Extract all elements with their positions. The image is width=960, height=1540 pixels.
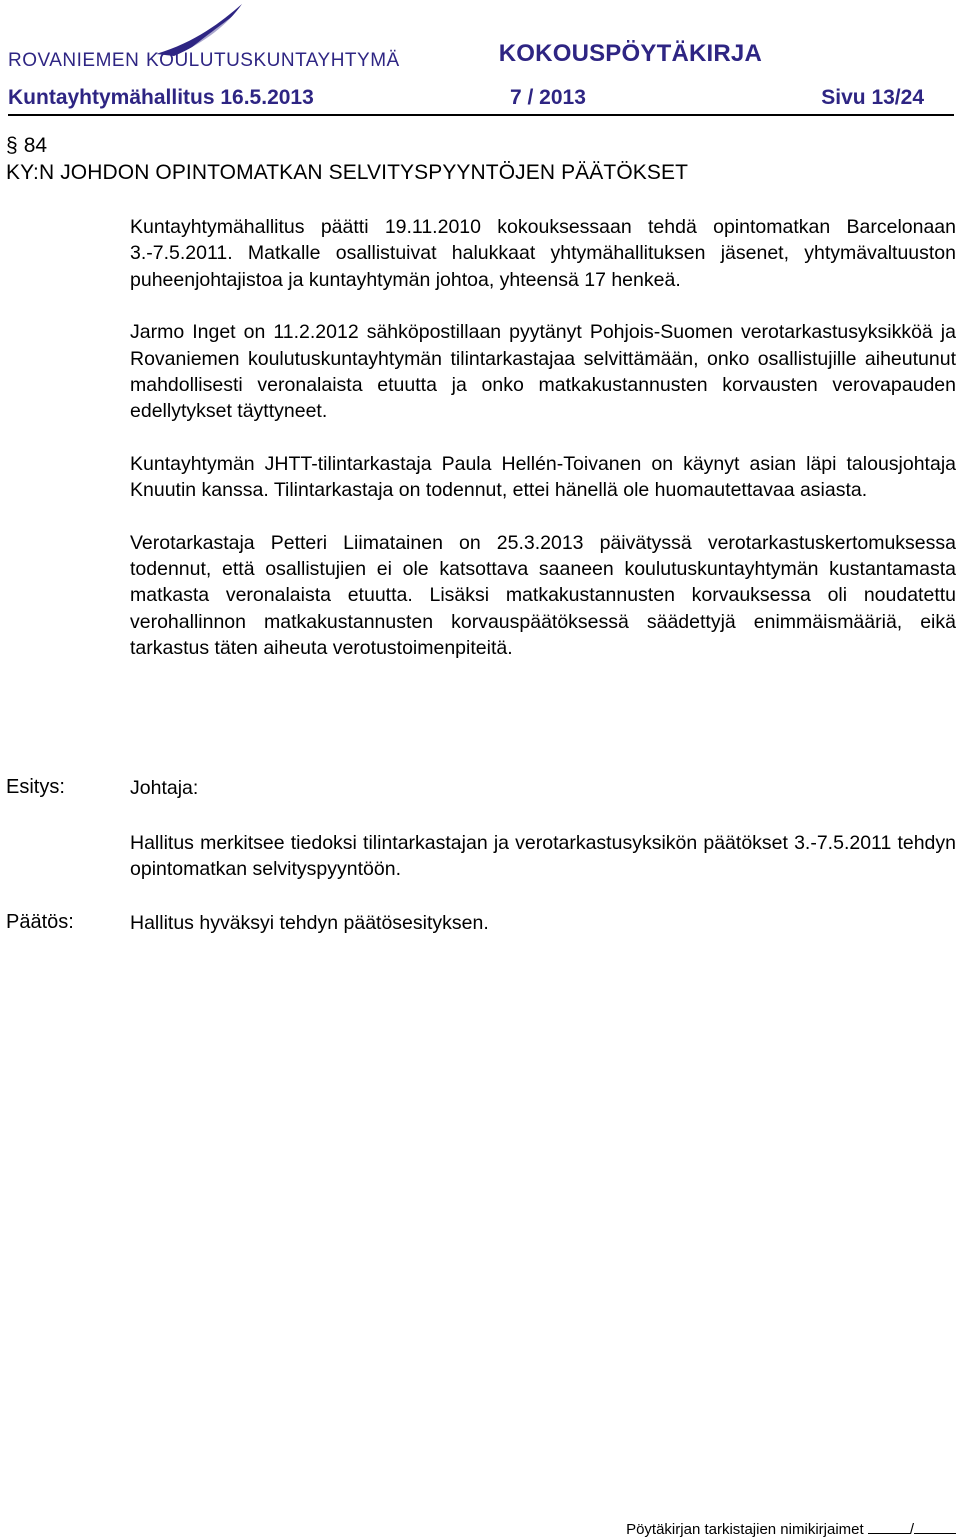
- document-type: KOKOUSPÖYTÄKIRJA: [498, 40, 762, 67]
- svg-text:KOULUTUSKUNTAYHTYMÄ: KOULUTUSKUNTAYHTYMÄ: [146, 50, 400, 71]
- paatos-text: Hallitus hyväksyi tehdyn päätösesityksen.: [130, 912, 489, 934]
- document-header-bar: [8, 80, 954, 116]
- section-number: [6, 134, 47, 158]
- esitys-proposer: Johtaja:: [130, 777, 199, 799]
- esitys-label: Esitys:: [6, 776, 65, 798]
- section-symbol: §: [6, 134, 18, 157]
- section-number-value: 84: [23, 134, 48, 157]
- paragraph: Kuntayhtymähallitus päätti 19.11.2010 kokouksessaan tehdä opintomatkan Barcelonaan 3.-7.5.2011. Matkalle osallistuivat halukkaat yhtymähallituksen jäsenet, yhtymävaltuuston puheenjohtajistoa ja kuntayhtymän johtoa, yhteensä 17 henkeä.: [130, 216, 956, 291]
- footer-text: Pöytäkirjan tarkistajien nimikirjaimet: [626, 1521, 864, 1538]
- header-divider: [8, 114, 954, 116]
- paragraph: Jarmo Inget on 11.2.2012 sähköpostillaan pyytänyt Pohjois-Suomen verotarkastusyksikköä ja Rovaniemen koulutuskuntayhtymän tilintarkastajaa selvittämään, onko osallistujille aiheutunut mahdollisesti veronalaista etuutta ja onko matkakustannusten korvausten verovapauden edellytykset täyttyneet.: [130, 321, 956, 423]
- meeting-name: Kuntayhtymähallitus 16.5.2013: [8, 86, 314, 109]
- page-number: Sivu 13/24: [821, 86, 924, 109]
- svg-text:ROVANIEMEN: ROVANIEMEN: [8, 50, 140, 71]
- footer-initials: [626, 1519, 956, 1538]
- paatos-label: Päätös:: [6, 911, 74, 933]
- initials-blank: [914, 1519, 956, 1534]
- section-body: [130, 214, 956, 662]
- section-title: KY:N JOHDON OPINTOMATKAN SELVITYSPYYNTÖJEN PÄÄTÖKSET: [6, 161, 688, 184]
- initials-separator: /: [909, 1521, 914, 1538]
- initials-blank: [868, 1519, 910, 1534]
- paragraph: Verotarkastaja Petteri Liimatainen on 25.3.2013 päivätyssä verotarkastuskertomuksessa todennut, että osallistujien ei ole katsottava saaneen koulutuskuntayhtymän kustantamasta matkasta veronalaista etuutta. Lisäksi matkakustannusten korvauksessa oli noudatettu verohallinnon matkakustannusten korvauspäätöksessä säädettyjä enimmäismääriä, eikä tarkastus täten aiheuta verotustoimenpiteitä.: [130, 531, 956, 660]
- organization-logo: [6, 2, 426, 72]
- paragraph: Kuntayhtymän JHTT-tilintarkastaja Paula Hellén-Toivanen on käynyt asian läpi talousjohtaja Knuutin kanssa. Tilintarkastaja on todennut, ettei hänellä ole huomautettavaa asiasta.: [130, 452, 956, 502]
- minutes-number: 7 / 2013: [510, 86, 586, 109]
- esitys-text: Hallitus merkitsee tiedoksi tilintarkastajan ja verotarkastusyksikön päätökset 3.-7.5.2011 tehdyn opintomatkan selvityspyyntöön.: [130, 832, 956, 881]
